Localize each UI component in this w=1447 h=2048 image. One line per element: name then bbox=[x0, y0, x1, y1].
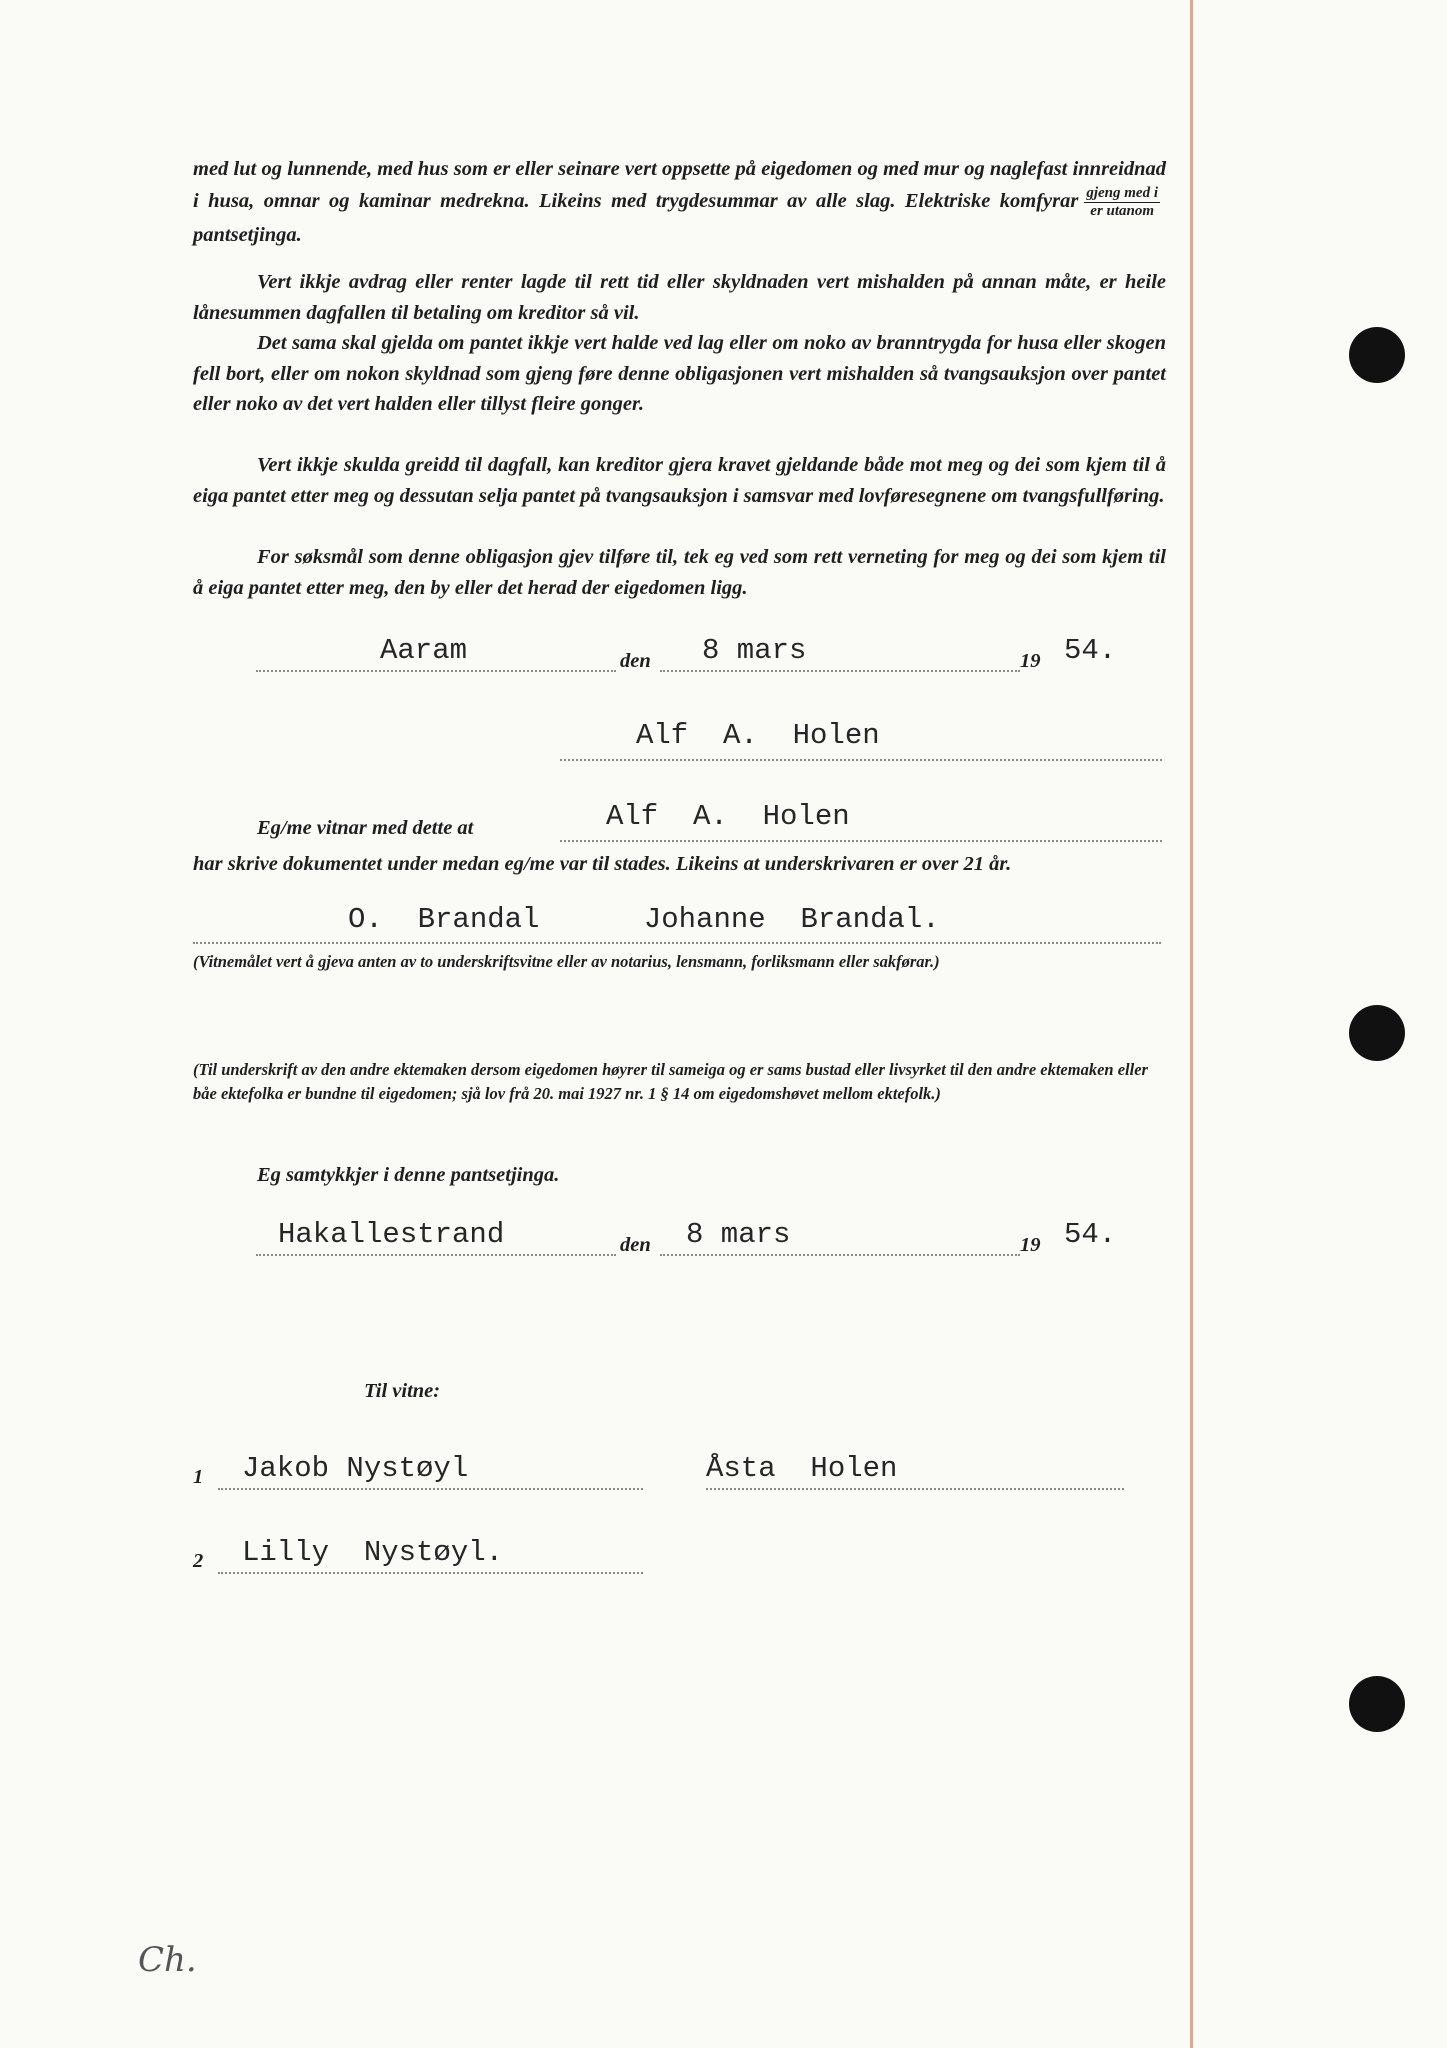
dotted-line bbox=[660, 1254, 1020, 1256]
witness-2-name: Lilly Nystøyl. bbox=[242, 1536, 504, 1569]
signing-place-2: Hakallestrand bbox=[278, 1218, 505, 1251]
year-suffix: 54. bbox=[1064, 1218, 1117, 1251]
signing-date-2: 8 mars bbox=[686, 1218, 791, 1251]
signing-place: Aaram bbox=[380, 634, 468, 667]
witness-number: 1 bbox=[193, 1466, 204, 1488]
witness-note: (Vitnemålet vert å gjeva anten av to underskriftsvitne eller av notarius, lensmann, forliksmann eller sakførar.) bbox=[193, 952, 940, 971]
den-label: den bbox=[620, 650, 651, 672]
witness-lead: Eg/me vitnar med dette at bbox=[257, 817, 474, 839]
paragraph-1-end: pantsetjinga. bbox=[193, 223, 302, 246]
signature-1: Alf A. Holen bbox=[636, 719, 880, 752]
fraction-top: gjeng med i bbox=[1086, 184, 1158, 201]
paragraph-5: For søksmål som denne obligasjon gjev tilføre til, tek eg ved som rett verneting for meg og dei som kjem til å eiga pantet etter meg, den by eller det herad der eigedomen ligg. bbox=[193, 546, 1166, 599]
dotted-line bbox=[660, 670, 1020, 672]
margin-initials: Ch. bbox=[138, 1940, 197, 1980]
dotted-line bbox=[706, 1488, 1124, 1490]
dotted-line bbox=[256, 670, 616, 672]
paragraph-1-start: med lut og lunnende, med hus som er eller seinare vert oppsette på eigedomen og med mur og naglefast innreidnad i husa, omnar og kaminar medrekna. Likeins med trygdesummar av alle slag. Elektriske komfyrar bbox=[193, 158, 1166, 212]
fraction-bottom: er utanom bbox=[1090, 202, 1155, 219]
spouse-note: (Til underskrift av den andre ektemaken dersom eigedomen høyrer til sameiga og er sams bustad eller livsyrket til den andre ektemaken eller båe ektefolka er bundne til eigedomen; sjå lov frå 20. mai 1927 nr. 1 § 14 om eigedomshøvet mellom ektefolk.) bbox=[193, 1060, 1148, 1103]
witness-number: 2 bbox=[193, 1550, 204, 1572]
spouse-signature: Åsta Holen bbox=[706, 1452, 898, 1485]
paragraph-4: Vert ikkje skulda greidd til dagfall, kan kreditor gjera kravet gjeldande både mot meg og dei som kjem til å eiga pantet etter meg og dessutan selja pantet på tvangsauksjon i samsvar med lovføresegnene om tvangsfullføring. bbox=[193, 454, 1166, 507]
dotted-line bbox=[256, 1254, 616, 1256]
witness-statement-text: har skrive dokumentet under medan eg/me var til stades. Likeins at underskrivaren er over 21 år. bbox=[193, 853, 1012, 875]
year-prefix: 19 bbox=[1020, 1234, 1041, 1256]
witness-1-name: Jakob Nystøyl bbox=[242, 1452, 469, 1485]
paragraph-2: Vert ikkje avdrag eller renter lagde til rett tid eller skyldnaden vert mishalden på annan måte, er heile lånesummen dagfallen til betaling om kreditor så vil. bbox=[193, 271, 1166, 324]
paragraph-1 bbox=[193, 154, 1166, 250]
dotted-line bbox=[193, 942, 1161, 944]
year-prefix: 19 bbox=[1020, 650, 1041, 672]
punch-hole bbox=[1349, 1676, 1405, 1732]
punch-hole bbox=[1349, 1005, 1405, 1061]
dotted-line bbox=[560, 759, 1162, 761]
witness-subject: Alf A. Holen bbox=[606, 800, 850, 833]
margin-rule bbox=[1190, 0, 1193, 2048]
dotted-line bbox=[560, 840, 1162, 842]
witness-signatures: O. Brandal Johanne Brandal. bbox=[348, 903, 940, 936]
til-vitne-label: Til vitne: bbox=[364, 1380, 441, 1402]
signing-date: 8 mars bbox=[702, 634, 807, 667]
year-suffix: 54. bbox=[1064, 634, 1117, 667]
fraction bbox=[1084, 185, 1160, 220]
dotted-line bbox=[218, 1488, 643, 1490]
paragraph-3: Det sama skal gjelda om pantet ikkje vert halde ved lag eller om noko av branntrygda for husa eller skogen fell bort, eller om nokon skyldnad som gjeng føre denne obligasjonen vert mishalden så tvangsauksjon over pantet eller noko av det vert halden eller tillyst fleire gonger. bbox=[193, 332, 1166, 415]
consent-text: Eg samtykkjer i denne pantsetjinga. bbox=[257, 1164, 560, 1186]
den-label: den bbox=[620, 1234, 651, 1256]
punch-hole bbox=[1349, 327, 1405, 383]
dotted-line bbox=[218, 1572, 643, 1574]
